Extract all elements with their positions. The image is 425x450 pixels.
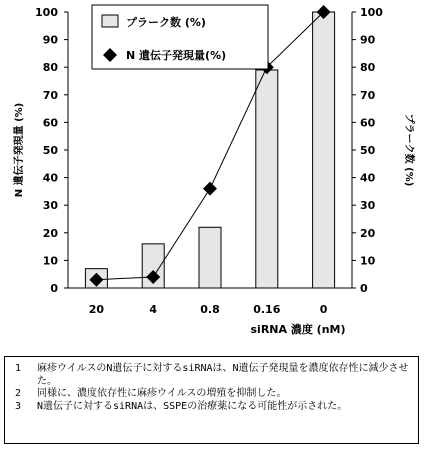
y-left-tick-label: 10 [42, 254, 58, 268]
note-item [11, 388, 412, 401]
x-axis-title: siRNA 濃度 (nM) [250, 323, 346, 336]
y-left-axis-title: N 遺伝子発現量 (%) [14, 102, 25, 198]
legend-bar-swatch [102, 15, 118, 27]
x-tick-label: 0.16 [253, 303, 281, 316]
y-left-tick-label: 50 [42, 144, 58, 157]
note-text: 同様に、濃度依存性に麻疹ウイルスの増殖を抑制した。 [37, 388, 287, 399]
note-number: 3 [15, 400, 22, 412]
y-right-tick-label: 60 [360, 116, 376, 130]
y-right-tick-label: 10 [360, 254, 376, 268]
y-right-axis-title: プラーク数 (%) [403, 113, 414, 187]
y-left-tick-label: 80 [42, 61, 58, 75]
bar [313, 12, 335, 288]
note-item [11, 401, 412, 414]
note-item [11, 363, 412, 388]
x-tick-labels [89, 303, 328, 316]
data-point [203, 182, 217, 196]
y-left-tick-label: 0 [50, 282, 58, 295]
y-right-tick-label: 0 [360, 282, 368, 295]
y-right-tick-label: 50 [360, 144, 376, 157]
y-right-tick-label: 70 [360, 88, 376, 102]
bar [199, 227, 221, 288]
y-left-tick-label: 60 [42, 116, 58, 130]
legend-bar-label: プラーク数 (%) [126, 16, 206, 29]
y-right-tick-label: 20 [360, 226, 376, 240]
note-text: N遺伝子に対するsiRNAは、SSPEの治療薬になる可能性が示された。 [37, 400, 348, 412]
bar [256, 70, 278, 288]
x-tick-label: 0.8 [200, 303, 220, 316]
y-left-tick-label: 40 [42, 171, 58, 185]
legend [92, 5, 268, 69]
note-number: 1 [15, 363, 22, 374]
y-right-tick-label: 100 [360, 6, 383, 19]
y-left-tick-label: 20 [42, 226, 58, 240]
note-text: 麻疹ウイルスのN遺伝子に対するsiRNAは、N遺伝子発現量を濃度依存性に減少させた。 [37, 363, 409, 387]
y-right-tick-label: 40 [360, 171, 376, 185]
notes-box [4, 356, 419, 444]
y-right-tick-label: 30 [360, 199, 376, 213]
y-left-tick-label: 90 [42, 33, 58, 47]
x-tick-label: 20 [88, 303, 105, 316]
y-left-tick-label: 100 [35, 6, 58, 19]
legend-line-label: N 遺伝子発現量(%) [126, 49, 227, 62]
x-tick-label: 0 [319, 303, 328, 316]
y-right-tick-label: 90 [360, 33, 376, 47]
y-right-tick-label: 80 [360, 61, 376, 75]
right-tick-labels [352, 6, 383, 295]
x-tick-label: 4 [149, 303, 158, 316]
y-left-tick-label: 30 [42, 199, 58, 213]
y-left-tick-label: 70 [42, 88, 58, 102]
note-number: 2 [15, 388, 22, 399]
left-tick-labels [35, 6, 68, 295]
